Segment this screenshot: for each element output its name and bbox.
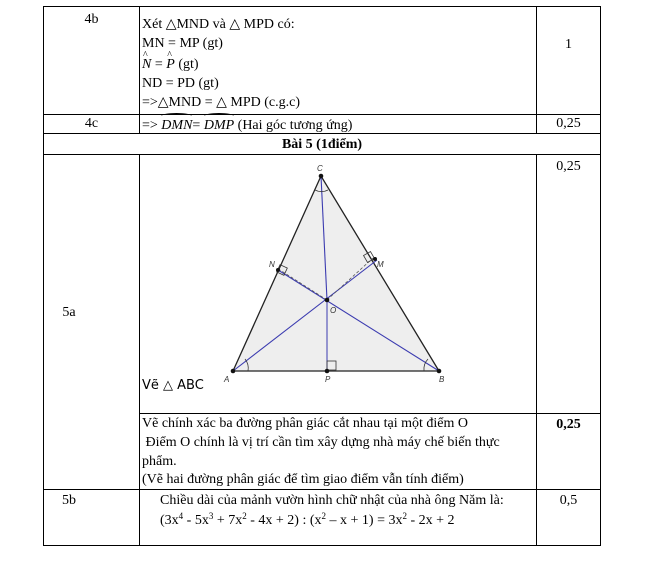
expr-exp: 4 [178,511,184,521]
desc-line-1: Vẽ chính xác ba đường phân giác cắt nhau tại một điểm O [142,416,468,431]
label-p: P [325,375,331,384]
triangle-figure [220,160,450,385]
label-c: C [317,164,323,173]
table-border-right [600,6,601,546]
angle-dmp: DMP [203,118,235,133]
row-5b-expression [160,511,455,530]
score-5a-top: 0,25 [556,159,581,174]
score-5a-bottom: 0,25 [556,417,581,432]
row-4c-content [142,116,352,135]
row-label-4b: 4b [84,12,99,27]
triangle-abc [233,176,439,371]
score-4c: 0,25 [556,116,581,131]
label-o: O [330,306,337,315]
label-n: N [269,260,275,269]
row-4b-top [43,6,601,7]
desc-line-3: phẩm. [142,454,177,469]
section-bottom [43,154,601,155]
score-4b: 1 [565,37,572,52]
row-label-5b: 5b [62,493,76,508]
label-a: A [224,375,230,384]
table-col-divider-1b [139,154,140,546]
angle-eq: = [151,57,167,72]
proof-line-5: =>△MND = △ MPD (c.g.c) [142,95,300,110]
expr-part: + 7x [213,513,243,528]
angle-n: ^ N [142,55,151,74]
desc-line-2: Điểm O chính là vị trí cần tìm xây dựng nhà máy chế biến thực [142,435,500,450]
point-p [325,369,330,374]
expr-part: (3x [160,513,179,528]
angle-dmn: DMN [161,118,193,133]
label-b: B [439,375,445,384]
table-border-left [43,6,44,546]
point-b [437,369,442,374]
expr-exp: 2 [242,511,247,521]
angle-reason: (gt) [178,57,199,72]
angle-p: ^ P [166,55,175,74]
point-n [276,268,280,272]
proof-line-4: ND = PD (gt) [142,76,219,91]
row-5b-line-1: Chiều dài của mảnh vườn hình chữ nhật của nhà ông Năm là: [160,493,504,508]
expr-part: - 5x [183,513,209,528]
proof-line-2: MN = MP (gt) [142,36,223,51]
table-col-divider-2b [536,154,537,546]
proof-line-3 [142,55,199,74]
row-5a-bottom [43,489,601,490]
expr-part: – x + 1) = 3x [326,513,403,528]
desc-line-4: (Vẽ hai đường phân giác để tìm giao điểm vẫn tính điểm) [142,472,464,487]
angle-note: (Hai góc tương ứng) [234,118,353,133]
row-label-4c: 4c [84,116,99,131]
expr-exp: 2 [402,511,407,521]
point-a [231,369,236,374]
point-o [325,298,330,303]
row-label-5a: 5a [62,305,76,320]
implies-arrow: => [142,118,162,133]
expr-exp: 3 [208,511,214,521]
label-m: M [377,260,384,269]
expr-exp: 2 [321,511,327,521]
proof-line-1: Xét △MND và △ MPD có: [142,17,295,32]
section-title: Bài 5 (1điểm) [281,137,363,152]
expr-part: - 2x + 2 [406,513,455,528]
point-c [319,174,324,179]
expr-part: - 4x + 2) : (x [246,513,322,528]
angle-eq-4c: = [192,118,204,133]
table-border-bottom [43,545,601,546]
draw-caption: Vẽ △ ABC [142,378,204,393]
score-5b: 0,5 [559,493,578,508]
